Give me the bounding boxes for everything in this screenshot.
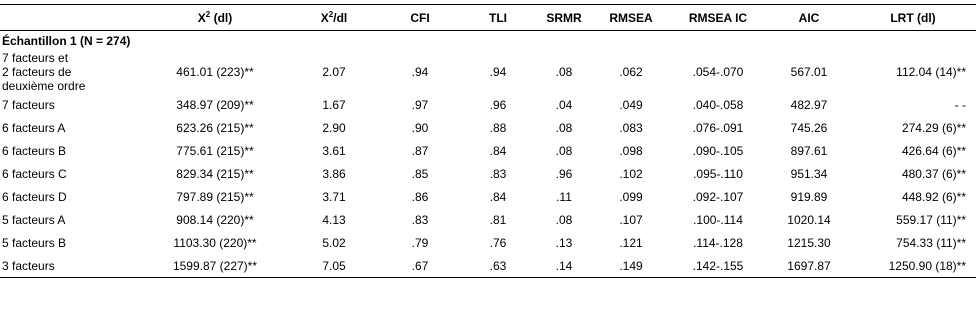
lrt-cell: 1250.90 (18)**: [850, 254, 976, 278]
srmr-cell: .08: [555, 212, 573, 227]
srmr-cell: .08: [555, 143, 573, 158]
header-cfi: CFI: [378, 5, 462, 31]
rmsea-cell: .099: [619, 189, 643, 204]
rmsea-cell: .083: [619, 120, 643, 135]
chi2-cell: 908.14 (220)**: [176, 212, 254, 227]
chi2dl-cell: 2.90: [322, 120, 346, 135]
cfi-cell: .94: [411, 65, 429, 79]
lrt-cell: 112.04 (14)**: [896, 65, 966, 79]
chi2dl-cell: 2.07: [322, 65, 346, 79]
header-chi2: $X^2$ (dl): [140, 5, 290, 31]
cfi-cell: .67: [378, 254, 462, 278]
model-name-cell: 6 facteurs B: [2, 143, 67, 158]
aic-cell: 1697.87: [768, 254, 850, 278]
srmr-cell: .13: [555, 235, 573, 250]
srmr-cell: .11: [556, 189, 572, 204]
header-srmr: SRMR: [534, 5, 594, 31]
srmr-cell: .04: [555, 97, 573, 112]
aic-cell: 1020.14: [787, 212, 831, 227]
cfi-cell: .97: [411, 97, 429, 112]
rmsea-cell: .049: [619, 97, 643, 112]
rmsea-ic-cell: .054-.070: [692, 65, 744, 79]
table-row: [0, 51, 976, 93]
rmsea-cell: .107: [619, 212, 643, 227]
model-name-cell: 5 facteurs A: [2, 212, 66, 227]
lrt-cell: 274.29 (6)**: [901, 120, 966, 135]
rmsea-ic-cell: .114-.128: [693, 235, 743, 250]
tli-cell: .81: [489, 212, 507, 227]
chi2-cell: 1599.87 (227)**: [140, 254, 290, 278]
section-row: [0, 31, 976, 52]
table-row: [0, 116, 976, 139]
tli-cell: .88: [489, 120, 507, 135]
lrt-cell: 480.37 (6)**: [901, 166, 966, 181]
chi2-cell: 461.01 (223)**: [176, 65, 254, 79]
aic-cell: 745.26: [790, 120, 828, 135]
aic-cell: 1215.30: [787, 235, 831, 250]
table-row: [0, 139, 976, 162]
model-name-cell: [0, 51, 140, 93]
rmsea-ic-cell: .076-.091: [692, 120, 744, 135]
header-rmsea: RMSEA: [594, 5, 668, 31]
cfi-cell: .79: [411, 235, 429, 250]
aic-cell: 951.34: [790, 166, 828, 181]
header-row: [0, 5, 976, 31]
header-chi2-per-df: $X^2/dl$: [290, 5, 378, 31]
chi2dl-cell: 5.02: [322, 235, 346, 250]
table-row: [0, 254, 976, 278]
model-name-cell: 5 facteurs B: [2, 235, 67, 250]
lrt-cell: 559.17 (11)**: [896, 212, 966, 227]
tli-cell: .94: [489, 65, 507, 79]
section-label: Échantillon 1 (N = 274): [2, 34, 131, 48]
lrt-cell: 448.92 (6)**: [901, 189, 966, 204]
table-row: [0, 162, 976, 185]
chi2-cell: 623.26 (215)**: [176, 120, 254, 135]
rmsea-cell: .102: [619, 166, 643, 181]
chi2dl-cell: 7.05: [290, 254, 378, 278]
lrt-cell: 754.33 (11)**: [896, 235, 966, 250]
srmr-cell: .14: [534, 254, 594, 278]
cfi-cell: .90: [411, 120, 429, 135]
model-name-line: 2 facteurs de: [2, 65, 72, 79]
chi2dl-cell: 3.71: [322, 189, 346, 204]
model-name-cell: 6 facteurs A: [2, 120, 66, 135]
cfi-cell: .87: [411, 143, 429, 158]
header-rmsea-ic: RMSEA IC: [668, 5, 768, 31]
srmr-cell: .96: [555, 166, 573, 181]
chi2-cell: 1103.30 (220)**: [173, 235, 257, 250]
model-name-cell: 6 facteurs C: [2, 166, 67, 181]
aic-cell: 482.97: [790, 97, 828, 112]
header-aic: AIC: [768, 5, 850, 31]
header-model: [0, 5, 140, 31]
rmsea-ic-cell: .142-.155: [668, 254, 768, 278]
tli-cell: .76: [489, 235, 507, 250]
cfi-cell: .83: [411, 212, 429, 227]
header-tli: TLI: [462, 5, 534, 31]
rmsea-cell: .149: [594, 254, 668, 278]
model-name-line: 7 facteurs et: [2, 51, 69, 65]
aic-cell: 919.89: [790, 189, 828, 204]
rmsea-ic-cell: .100-.114: [693, 212, 743, 227]
rmsea-ic-cell: .090-.105: [692, 143, 744, 158]
table-row: [0, 231, 976, 254]
cfi-cell: .85: [411, 166, 429, 181]
chi2-cell: 829.34 (215)**: [176, 166, 254, 181]
model-name-cell: 6 facteurs D: [2, 189, 67, 204]
rmsea-cell: .098: [619, 143, 643, 158]
srmr-cell: .08: [555, 65, 573, 79]
tli-cell: .63: [462, 254, 534, 278]
rmsea-cell: .062: [619, 65, 643, 79]
rmsea-ic-cell: .092-.107: [692, 189, 744, 204]
cfi-cell: .86: [411, 189, 429, 204]
chi2dl-cell: 4.13: [322, 212, 346, 227]
tli-cell: .84: [489, 189, 507, 204]
chi2dl-cell: 1.67: [322, 97, 346, 112]
chi2-cell: 797.89 (215)**: [176, 189, 254, 204]
srmr-cell: .08: [555, 120, 573, 135]
rmsea-ic-cell: .040-.058: [692, 97, 744, 112]
tli-cell: .83: [489, 166, 507, 181]
chi2-cell: 348.97 (209)**: [176, 97, 254, 112]
tli-cell: .96: [489, 97, 507, 112]
fit-indices-table: [0, 4, 976, 278]
header-lrt: LRT (dl): [850, 5, 976, 31]
tli-cell: .84: [489, 143, 507, 158]
table-row: [0, 185, 976, 208]
chi2-cell: 775.61 (215)**: [176, 143, 254, 158]
chi2dl-cell: 3.86: [322, 166, 346, 181]
rmsea-cell: .121: [619, 235, 643, 250]
table-row: [0, 208, 976, 231]
table-row: [0, 93, 976, 116]
rmsea-ic-cell: .095-.110: [693, 166, 743, 181]
aic-cell: 567.01: [790, 65, 828, 79]
model-name-cell: 7 facteurs: [2, 97, 55, 112]
table-body: [0, 31, 976, 278]
model-name-cell: 3 facteurs: [0, 254, 140, 278]
model-name-line: deuxième ordre: [2, 79, 86, 93]
chi2dl-cell: 3.61: [322, 143, 346, 158]
aic-cell: 897.61: [790, 143, 828, 158]
lrt-cell: - -: [954, 97, 966, 112]
lrt-cell: 426.64 (6)**: [901, 143, 966, 158]
